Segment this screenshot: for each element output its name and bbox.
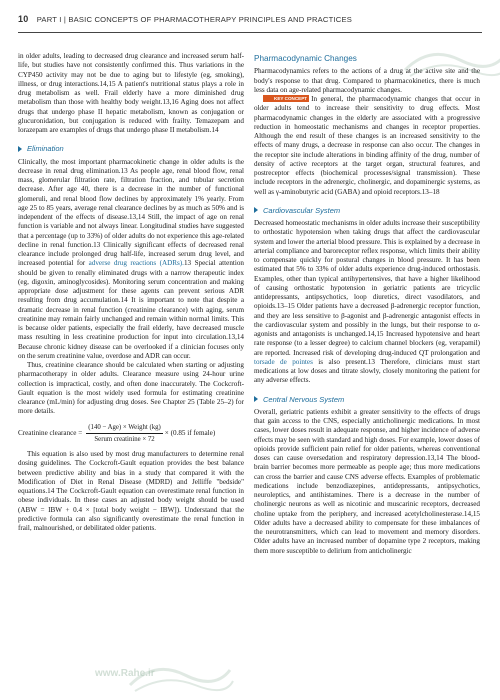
running-header	[18, 14, 482, 30]
cv-text-a: Decreased homeostatic mechanisms in older adults increase their susceptibility to orthostatic hypotension when taking drugs that affect the cardiovascular system and lower the arterial blood pressure. This is explained by a decrease in arterial compliance and baroreceptor reflex response, which limits their ability to compensate quickly for postural changes in blood pressure. It has been estimated that 5% to 33% of older adults experience drug-induced orthostasis. Examples, other than typical antihypertensives, that have a higher likelihood of causing orthostatic hypotension in geriatric patients are tricyclic antidepressants, antipsychotics, loop diuretics, direct vasodilators, and opioids.13–15 Older patients have a decreased β-adrenergic receptor function, and they are less sensitive to β-agonist and β-adrenergic antagonist effects in the cardiovascular system and possibly in the lungs, but their response to α-agonists and antagonists is unchanged.14,15 Increased hypotensive and heart rate response (to a lesser degree) to calcium channel blockers (eg, verapamil) are reported. Increased risk of developing drug-induced QT prolongation and	[254, 219, 480, 357]
left-column	[18, 52, 244, 690]
cardiovascular-heading-text: Cardiovascular System	[263, 205, 341, 215]
formula-label: Creatinine clearance =	[18, 428, 83, 437]
cardiovascular-heading	[254, 206, 480, 215]
right-column	[254, 52, 480, 690]
triangle-bullet-icon	[254, 396, 258, 402]
triangle-bullet-icon	[18, 146, 22, 152]
adr-link[interactable]: adverse drug reactions (ADRs).	[88, 259, 184, 268]
paragraph-pd-key	[254, 95, 480, 197]
paragraph-cardiovascular	[254, 219, 480, 386]
page-number: 10	[18, 14, 29, 24]
formula-numerator: (140 − Age) × Weight (kg)	[86, 423, 163, 434]
running-title: PART I | BASIC CONCEPTS OF PHARMACOTHERAPY PRINCIPLES AND PRACTICES	[36, 15, 352, 24]
formula-fraction	[86, 423, 163, 445]
elimination-heading-text: Elimination	[27, 144, 64, 154]
cns-heading	[254, 395, 480, 404]
torsade-link[interactable]: torsade de pointes	[254, 357, 313, 366]
paragraph-cns: Overall, geriatric patients exhibit a greater sensitivity to the effects of drugs that gain access to the CNS, especially anticholinergic medications. In most cases, lower doses result in adequate response, and higher incidence of adverse effects may be seen with standard and high doses. For example, lower doses of opioids provide sufficient pain relief for older patients, whereas conventional doses can cause oversedation and respiratory depression.13,14 The blood-brain barrier becomes more permeable as people age; thus more medications can cross the barrier and cause CNS adverse effects. Examples of problematic medications include benzodiazepines, antidepressants, antipsychotics, neuroleptics, and antihistamines. There is a decrease in the number of cholinergic neurons as well as nicotinic and muscarinic receptors, decreased choline uptake from the periphery, and increased acetylcholinesterase.14,15 Older adults have a decreased ability to compensate for these imbalances of the neurotransmitters, which can lead to movement and memory disorders. Older adults have an increased number of dopamine type 2 receptors, making them more susceptible to delirium from anticholinergic	[254, 407, 480, 555]
header-rule	[18, 32, 482, 33]
paragraph-pd-intro: Pharmacodynamics refers to the actions of a drug at the active site and the body's response to that drug. Compared to pharmacokinetics, there is much less data on age-related pharmacodynamic changes.	[254, 67, 480, 94]
elimination-text-a: Clinically, the most important pharmacokinetic change in older adults is the decrease in renal drug elimination.13 As people age, renal blood flow, renal mass, glomerular filtration rate, filtration fraction, and tubular secretion decrease. After age 40, there is a decrease in the number of functional glomeruli, and renal blood flow declines by approximately 1% yearly. From age 25 to 85 years, average renal clearance declines by as much as 50% and is independent of the effects of disease.13,14 Still, the impact of age on renal function is variable and not always linear. Longitudinal studies have suggested that a percentage (up to 33%) of older adults do not experience this age-related decline in renal function.13 Clinically significant effects of decreased renal clearance include prolonged drug half-life, increased serum drug level, and increased potential for	[18, 157, 244, 268]
elimination-text-b: 13 Special attention should be given to renally eliminated drugs with a narrow therapeutic index (eg, digoxin, aminoglycosides). Monitoring serum concentration and making appropriate dose adjustment for these agents can prevent serious ADR resulting from drug accumulation.14 It is important to note that despite a dramatic decrease in renal function (creatinine clearance) with aging, serum creatinine may remain fairly unchanged and remain within normal limits. This is because older patients, especially the frail elderly, have decreased muscle mass resulting in less creatinine production for input into circulation.13,14 Because chronic kidney disease can be overlooked if a clinician focuses only on the serum creatinine value, overdose and ADR can occur.	[18, 259, 244, 360]
formula-tail: × (0.85 if female)	[164, 428, 216, 437]
key-concept-badge: KEY CONCEPT	[263, 95, 309, 102]
paragraph-metabolism: in older adults, leading to decreased drug clearance and increased serum half-life, but studies have not consistently confirmed this. Thus variations in the CYP450 activity may not be due to aging but to lifestyle (eg, smoking), illness, or drug interactions.14,15 A patient's nutritional status plays a role in drug metabolism as well. Frail elderly have a more diminished drug metabolism than those with healthy body weight.13,16 Aging does not affect drugs that undergo phase II hepatic metabolism, known as conjugation or glucuronidation, but conjugation is reduced with frailty. Temazepam and lorazepam are examples of drugs that undergo phase II metabolism.14	[18, 52, 244, 134]
paragraph-elimination	[18, 158, 244, 362]
cockcroft-gault-formula	[18, 423, 244, 445]
cns-heading-text: Central Nervous System	[263, 394, 345, 404]
cv-text-b: is also present.13 Therefore, clinicians must start medications at low doses and titrate slowly, closely monitoring the patient for any adverse effects.	[254, 357, 480, 385]
pd-key-text: In general, the pharmacodynamic changes that occur in older adults tend to increase their sensitivity to drug effects. Most pharmacodynamic changes in the elderly are associated with a progressive reduction in homeostatic mechanisms and changes in receptor properties. Although the end result of these changes is an increased sensitivity to the effects of many drugs, a decrease in response can also occur. The changes in the receptor site include alterations in binding affinity of the drug, number of density of active receptors at the target organ, structural features, and postreceptor effects (biochemical processes/signal transmission). These include receptors in the adrenergic, cholinergic, and dopaminergic systems, as well as γ-aminobutyric acid (GABA) and opioid receptors.13–18	[254, 95, 480, 196]
watermark-text: www.Rahe.ir	[95, 668, 155, 679]
elimination-heading	[18, 144, 244, 153]
pharmacodynamic-title: Pharmacodynamic Changes	[254, 54, 357, 63]
formula-denominator: Serum creatinine × 72	[94, 435, 155, 443]
paragraph-equation-use: This equation is also used by most drug manufacturers to determine renal dosing guidelines. The Cockcroft-Gault equation provides the best balance between predictive ability and bias in a study that compared it with the Modification of Diet in Renal Disease (MDRD) and Jelliffe "bedside" equations.14 The Cockcroft-Gault equation can overestimate renal function in obese individuals. In these cases an adjusted body weight should be used (ABW = IBW + 0.4 × [total body weight − IBW]). Understand that the predictive formula can also significantly overestimate the renal function in frail, malnourished, or debilitated older patients.	[18, 450, 244, 532]
triangle-bullet-icon	[254, 207, 258, 213]
paragraph-creatinine: Thus, creatinine clearance should be calculated when starting or adjusting pharmacotherapy in older adults. Clearance measure using 24-hour urine collection is impractical, costly, and often done inaccurately. The Cockcroft-Gault equation is the most widely used formula for estimating creatinine clearance (mL/min) for adjusting drug doses. See Chapter 25 (Table 25–2) for more details.	[18, 361, 244, 416]
